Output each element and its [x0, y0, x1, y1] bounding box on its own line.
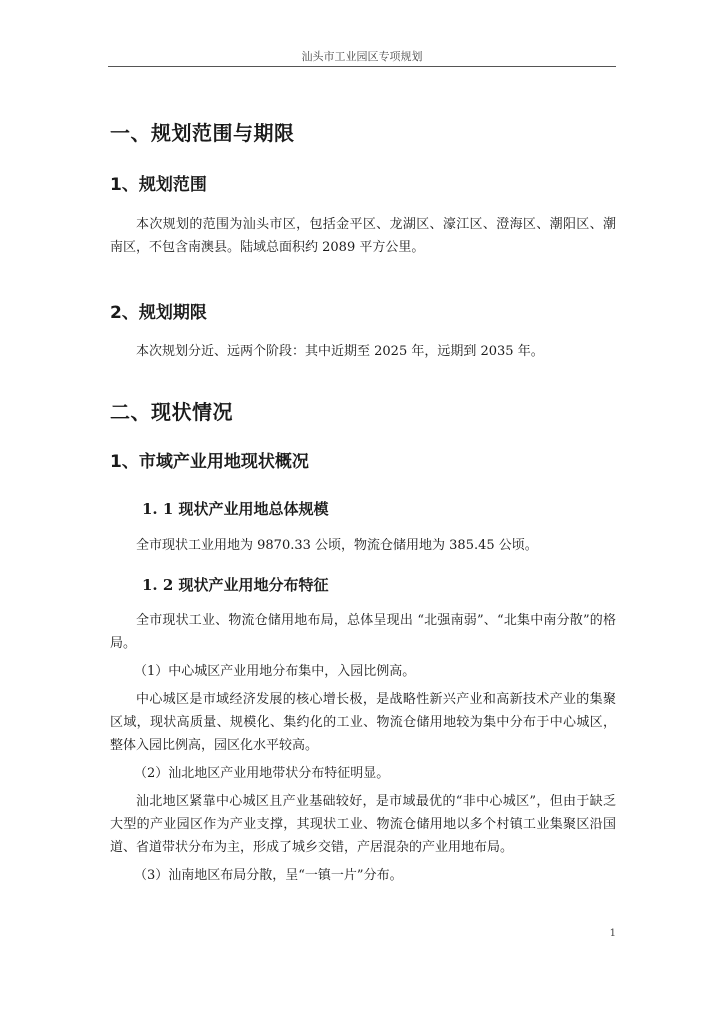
list-item-1: （1）中心城区产业用地分布集中，入园比例高。: [134, 664, 416, 679]
paragraph-scale: 全市现状工业用地为 9870.33 公顷，物流仓储用地为 385.45 公顷。: [136, 538, 538, 553]
subsection-heading-period: 2、规划期限: [110, 303, 207, 323]
subsection-heading-scope: 1、规划范围: [110, 175, 207, 195]
list-item-2: （2）汕北地区产业用地带状分布特征明显。: [134, 766, 390, 781]
subsubsection-heading-distribution: 1. 2 现状产业用地分布特征: [142, 576, 329, 594]
page-number: 1: [609, 928, 616, 939]
page-header: 汕头市工业园区专项规划: [108, 48, 616, 67]
paragraph-north-district: 汕北地区紧靠中心城区且产业基础较好，是市域最优的“非中心城区”，但由于缺乏大型的产业园区作为产业支撑，其现状工业、物流仓储用地以多个村镇工业集聚区沿国道、省道带状分布为主，形成了城乡交错，产居混杂的产业用地布局。: [110, 794, 616, 855]
list-item-3: （3）汕南地区布局分散，呈“一镇一片”分布。: [134, 868, 403, 883]
section-heading-1: 一、规划范围与期限: [110, 121, 295, 145]
paragraph-period: 本次规划分近、远两个阶段：其中近期至 2025 年，远期到 2035 年。: [136, 344, 544, 359]
subsection-heading-overview: 1、市域产业用地现状概况: [110, 452, 309, 472]
paragraph-scope: 本次规划的范围为汕头市区，包括金平区、龙湖区、濠江区、澄海区、潮阳区、潮南区，不包含南澳县。陆域总面积约 2089 平方公里。: [110, 217, 616, 255]
paragraph-distribution: 全市现状工业、物流仓储用地布局，总体呈现出 “北强南弱”、“北集中南分散”的格局。: [110, 613, 616, 651]
paragraph-central-district: 中心城区是市域经济发展的核心增长极，是战略性新兴产业和高新技术产业的集聚区域，现状高质量、规模化、集约化的工业、物流仓储用地较为集中分布于中心城区，整体入园比例高，园区化水平较高。: [110, 692, 616, 753]
section-heading-2: 二、现状情况: [110, 400, 233, 424]
document-body: [110, 118, 616, 887]
subsubsection-heading-scale: 1. 1 现状产业用地总体规模: [142, 500, 329, 518]
